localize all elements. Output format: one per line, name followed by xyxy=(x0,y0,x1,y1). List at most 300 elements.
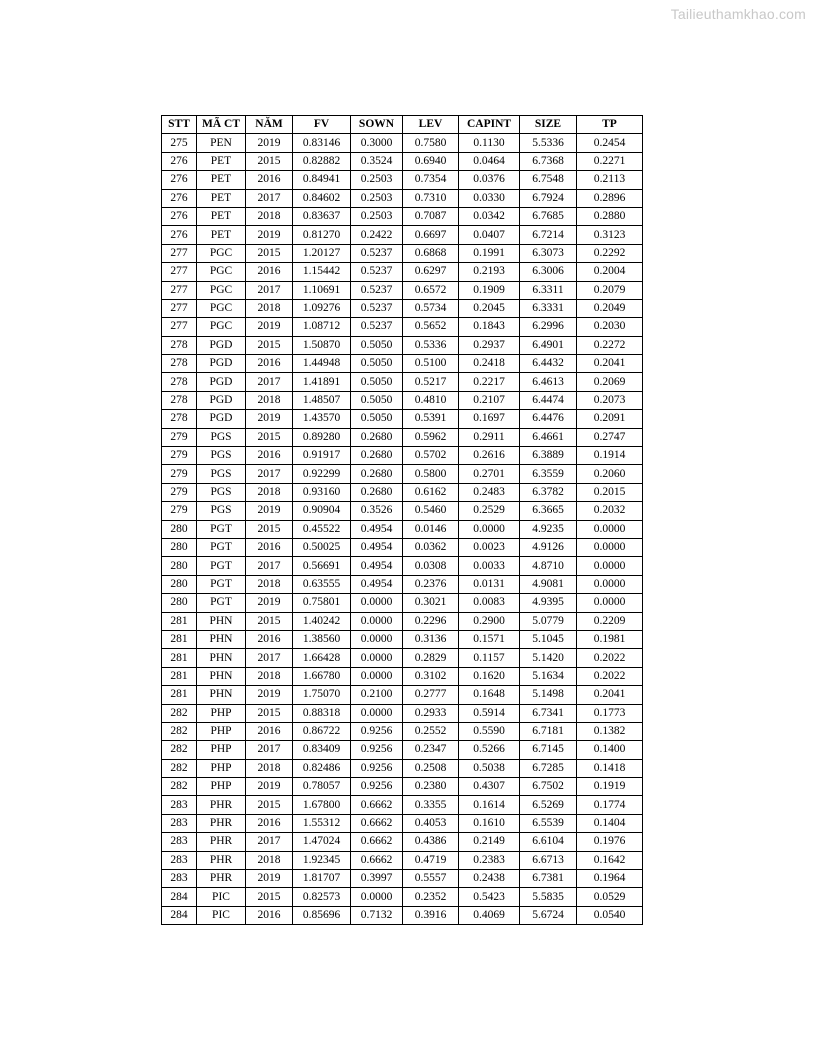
cell-tp: 0.2292 xyxy=(577,244,643,262)
cell-size: 6.3782 xyxy=(520,483,577,501)
cell-lev: 0.5800 xyxy=(403,465,459,483)
cell-lev: 0.0308 xyxy=(403,557,459,575)
cell-capint: 0.1614 xyxy=(459,796,520,814)
cell-nam: 2019 xyxy=(246,502,293,520)
cell-lev: 0.3102 xyxy=(403,667,459,685)
cell-capint: 0.1909 xyxy=(459,281,520,299)
table-row xyxy=(162,226,643,244)
cell-ma-ct: PET xyxy=(197,171,246,189)
cell-ma-ct: PGT xyxy=(197,594,246,612)
cell-fv: 0.50025 xyxy=(293,538,351,556)
cell-nam: 2018 xyxy=(246,207,293,225)
cell-capint: 0.5423 xyxy=(459,888,520,906)
cell-size: 4.8710 xyxy=(520,557,577,575)
cell-capint: 0.2149 xyxy=(459,833,520,851)
cell-ma-ct: PHR xyxy=(197,851,246,869)
column-header-fv: FV xyxy=(293,116,351,134)
cell-sown: 0.2680 xyxy=(351,465,403,483)
cell-size: 6.5539 xyxy=(520,814,577,832)
cell-capint: 0.2045 xyxy=(459,299,520,317)
table-row xyxy=(162,263,643,281)
column-header-sown: SOWN xyxy=(351,116,403,134)
cell-fv: 0.81270 xyxy=(293,226,351,244)
cell-stt: 283 xyxy=(162,851,197,869)
cell-capint: 0.5266 xyxy=(459,741,520,759)
cell-size: 6.4474 xyxy=(520,391,577,409)
table-row xyxy=(162,557,643,575)
table-row xyxy=(162,483,643,501)
cell-stt: 280 xyxy=(162,538,197,556)
cell-tp: 0.2091 xyxy=(577,410,643,428)
cell-ma-ct: PGT xyxy=(197,520,246,538)
cell-size: 6.6104 xyxy=(520,833,577,851)
cell-stt: 276 xyxy=(162,189,197,207)
cell-capint: 0.2383 xyxy=(459,851,520,869)
table-row xyxy=(162,814,643,832)
cell-sown: 0.2100 xyxy=(351,686,403,704)
cell-sown: 0.6662 xyxy=(351,851,403,869)
cell-tp: 0.2060 xyxy=(577,465,643,483)
cell-tp: 0.2022 xyxy=(577,667,643,685)
table-row xyxy=(162,152,643,170)
cell-capint: 0.0033 xyxy=(459,557,520,575)
cell-ma-ct: PHN xyxy=(197,649,246,667)
cell-sown: 0.9256 xyxy=(351,778,403,796)
cell-tp: 0.1914 xyxy=(577,447,643,465)
cell-sown: 0.5237 xyxy=(351,244,403,262)
cell-stt: 283 xyxy=(162,814,197,832)
table-row xyxy=(162,207,643,225)
cell-nam: 2017 xyxy=(246,189,293,207)
table-row xyxy=(162,428,643,446)
cell-capint: 0.1157 xyxy=(459,649,520,667)
cell-tp: 0.1774 xyxy=(577,796,643,814)
cell-capint: 0.2616 xyxy=(459,447,520,465)
cell-fv: 0.93160 xyxy=(293,483,351,501)
column-header-tp: TP xyxy=(577,116,643,134)
table-row xyxy=(162,299,643,317)
cell-capint: 0.2701 xyxy=(459,465,520,483)
cell-fv: 0.45522 xyxy=(293,520,351,538)
cell-lev: 0.4053 xyxy=(403,814,459,832)
cell-stt: 281 xyxy=(162,612,197,630)
cell-tp: 0.3123 xyxy=(577,226,643,244)
cell-sown: 0.2503 xyxy=(351,189,403,207)
cell-fv: 0.75801 xyxy=(293,594,351,612)
cell-sown: 0.5050 xyxy=(351,391,403,409)
cell-stt: 277 xyxy=(162,244,197,262)
cell-tp: 0.1400 xyxy=(577,741,643,759)
cell-sown: 0.9256 xyxy=(351,741,403,759)
cell-lev: 0.7354 xyxy=(403,171,459,189)
cell-capint: 0.1610 xyxy=(459,814,520,832)
cell-fv: 1.44948 xyxy=(293,355,351,373)
cell-nam: 2015 xyxy=(246,888,293,906)
cell-size: 6.5269 xyxy=(520,796,577,814)
cell-lev: 0.5460 xyxy=(403,502,459,520)
cell-size: 6.7548 xyxy=(520,171,577,189)
cell-fv: 0.82573 xyxy=(293,888,351,906)
cell-size: 6.7341 xyxy=(520,704,577,722)
cell-nam: 2018 xyxy=(246,667,293,685)
cell-size: 5.0779 xyxy=(520,612,577,630)
cell-sown: 0.2680 xyxy=(351,483,403,501)
cell-nam: 2015 xyxy=(246,244,293,262)
cell-lev: 0.0146 xyxy=(403,520,459,538)
cell-fv: 0.92299 xyxy=(293,465,351,483)
cell-ma-ct: PGD xyxy=(197,373,246,391)
cell-ma-ct: PGS xyxy=(197,502,246,520)
cell-size: 5.6724 xyxy=(520,906,577,924)
table-row xyxy=(162,355,643,373)
cell-sown: 0.5050 xyxy=(351,373,403,391)
cell-sown: 0.5237 xyxy=(351,318,403,336)
cell-sown: 0.2503 xyxy=(351,171,403,189)
cell-lev: 0.6868 xyxy=(403,244,459,262)
cell-size: 6.3311 xyxy=(520,281,577,299)
data-table xyxy=(161,115,643,925)
cell-ma-ct: PHP xyxy=(197,759,246,777)
table-row xyxy=(162,686,643,704)
cell-stt: 281 xyxy=(162,649,197,667)
cell-ma-ct: PGT xyxy=(197,557,246,575)
cell-nam: 2016 xyxy=(246,447,293,465)
cell-sown: 0.2503 xyxy=(351,207,403,225)
cell-tp: 0.0000 xyxy=(577,538,643,556)
cell-size: 4.9235 xyxy=(520,520,577,538)
cell-capint: 0.1991 xyxy=(459,244,520,262)
watermark-text: Tailieuthamkhao.com xyxy=(670,6,806,22)
table-row xyxy=(162,134,643,152)
cell-lev: 0.3916 xyxy=(403,906,459,924)
cell-tp: 0.2032 xyxy=(577,502,643,520)
cell-capint: 0.2529 xyxy=(459,502,520,520)
cell-tp: 0.2041 xyxy=(577,355,643,373)
cell-capint: 0.2937 xyxy=(459,336,520,354)
table-row xyxy=(162,410,643,428)
cell-nam: 2016 xyxy=(246,263,293,281)
cell-size: 4.9395 xyxy=(520,594,577,612)
table-row xyxy=(162,759,643,777)
cell-capint: 0.5590 xyxy=(459,722,520,740)
cell-sown: 0.5050 xyxy=(351,355,403,373)
cell-ma-ct: PHR xyxy=(197,833,246,851)
cell-size: 6.7381 xyxy=(520,870,577,888)
table-body xyxy=(162,134,643,925)
cell-lev: 0.2508 xyxy=(403,759,459,777)
cell-sown: 0.5050 xyxy=(351,410,403,428)
cell-sown: 0.5237 xyxy=(351,299,403,317)
column-header-size: SIZE xyxy=(520,116,577,134)
cell-fv: 0.78057 xyxy=(293,778,351,796)
cell-fv: 1.38560 xyxy=(293,630,351,648)
cell-sown: 0.6662 xyxy=(351,796,403,814)
cell-nam: 2017 xyxy=(246,741,293,759)
cell-stt: 281 xyxy=(162,630,197,648)
cell-lev: 0.2777 xyxy=(403,686,459,704)
cell-sown: 0.3526 xyxy=(351,502,403,520)
cell-capint: 0.0023 xyxy=(459,538,520,556)
cell-ma-ct: PHP xyxy=(197,741,246,759)
table-row xyxy=(162,502,643,520)
cell-tp: 0.1981 xyxy=(577,630,643,648)
table-row xyxy=(162,704,643,722)
cell-sown: 0.4954 xyxy=(351,520,403,538)
cell-capint: 0.2193 xyxy=(459,263,520,281)
cell-fv: 0.86722 xyxy=(293,722,351,740)
cell-lev: 0.6697 xyxy=(403,226,459,244)
table-row xyxy=(162,649,643,667)
cell-fv: 0.82882 xyxy=(293,152,351,170)
cell-stt: 283 xyxy=(162,870,197,888)
cell-fv: 0.89280 xyxy=(293,428,351,446)
cell-lev: 0.2933 xyxy=(403,704,459,722)
table-row xyxy=(162,520,643,538)
table-row xyxy=(162,630,643,648)
cell-nam: 2017 xyxy=(246,465,293,483)
cell-lev: 0.2296 xyxy=(403,612,459,630)
table-row xyxy=(162,778,643,796)
table-row xyxy=(162,851,643,869)
cell-size: 6.4661 xyxy=(520,428,577,446)
cell-size: 5.1498 xyxy=(520,686,577,704)
cell-nam: 2016 xyxy=(246,814,293,832)
cell-size: 6.7368 xyxy=(520,152,577,170)
cell-capint: 0.0376 xyxy=(459,171,520,189)
cell-fv: 0.83409 xyxy=(293,741,351,759)
cell-stt: 282 xyxy=(162,722,197,740)
cell-nam: 2017 xyxy=(246,833,293,851)
cell-tp: 0.1773 xyxy=(577,704,643,722)
cell-tp: 0.2896 xyxy=(577,189,643,207)
column-header-stt: STT xyxy=(162,116,197,134)
cell-sown: 0.2680 xyxy=(351,428,403,446)
cell-capint: 0.0000 xyxy=(459,520,520,538)
cell-lev: 0.2829 xyxy=(403,649,459,667)
cell-tp: 0.1404 xyxy=(577,814,643,832)
table-row xyxy=(162,575,643,593)
table-row xyxy=(162,391,643,409)
cell-stt: 277 xyxy=(162,299,197,317)
cell-nam: 2017 xyxy=(246,281,293,299)
cell-fv: 0.85696 xyxy=(293,906,351,924)
cell-fv: 1.41891 xyxy=(293,373,351,391)
cell-size: 6.7285 xyxy=(520,759,577,777)
cell-size: 6.7924 xyxy=(520,189,577,207)
header-row xyxy=(162,116,643,134)
cell-fv: 1.40242 xyxy=(293,612,351,630)
cell-nam: 2016 xyxy=(246,355,293,373)
cell-stt: 279 xyxy=(162,447,197,465)
cell-fv: 0.90904 xyxy=(293,502,351,520)
cell-fv: 1.08712 xyxy=(293,318,351,336)
cell-stt: 279 xyxy=(162,465,197,483)
cell-lev: 0.2552 xyxy=(403,722,459,740)
cell-stt: 276 xyxy=(162,226,197,244)
cell-lev: 0.5652 xyxy=(403,318,459,336)
cell-nam: 2015 xyxy=(246,612,293,630)
cell-ma-ct: PET xyxy=(197,152,246,170)
cell-size: 5.1634 xyxy=(520,667,577,685)
cell-lev: 0.0362 xyxy=(403,538,459,556)
cell-stt: 283 xyxy=(162,833,197,851)
cell-ma-ct: PGS xyxy=(197,447,246,465)
table-row xyxy=(162,888,643,906)
cell-nam: 2018 xyxy=(246,391,293,409)
cell-stt: 281 xyxy=(162,686,197,704)
column-header-ma-ct: MÃ CT xyxy=(197,116,246,134)
cell-stt: 276 xyxy=(162,171,197,189)
cell-ma-ct: PHN xyxy=(197,630,246,648)
cell-sown: 0.0000 xyxy=(351,612,403,630)
cell-tp: 0.2041 xyxy=(577,686,643,704)
column-header-capint: CAPINT xyxy=(459,116,520,134)
cell-tp: 0.2079 xyxy=(577,281,643,299)
cell-capint: 0.0407 xyxy=(459,226,520,244)
cell-size: 6.7214 xyxy=(520,226,577,244)
cell-fv: 0.56691 xyxy=(293,557,351,575)
cell-stt: 283 xyxy=(162,796,197,814)
cell-size: 4.9126 xyxy=(520,538,577,556)
cell-size: 6.6713 xyxy=(520,851,577,869)
table-row xyxy=(162,318,643,336)
cell-ma-ct: PHN xyxy=(197,612,246,630)
cell-capint: 0.5914 xyxy=(459,704,520,722)
table-row xyxy=(162,741,643,759)
cell-lev: 0.4719 xyxy=(403,851,459,869)
cell-sown: 0.3524 xyxy=(351,152,403,170)
cell-stt: 278 xyxy=(162,391,197,409)
cell-fv: 1.55312 xyxy=(293,814,351,832)
cell-fv: 0.84602 xyxy=(293,189,351,207)
cell-stt: 279 xyxy=(162,483,197,501)
cell-fv: 0.88318 xyxy=(293,704,351,722)
cell-stt: 278 xyxy=(162,355,197,373)
cell-size: 6.2996 xyxy=(520,318,577,336)
cell-lev: 0.2347 xyxy=(403,741,459,759)
cell-nam: 2016 xyxy=(246,906,293,924)
table-row xyxy=(162,171,643,189)
cell-ma-ct: PGC xyxy=(197,263,246,281)
cell-fv: 0.91917 xyxy=(293,447,351,465)
cell-size: 6.4432 xyxy=(520,355,577,373)
cell-nam: 2019 xyxy=(246,318,293,336)
cell-nam: 2018 xyxy=(246,759,293,777)
cell-tp: 0.2030 xyxy=(577,318,643,336)
cell-ma-ct: PGS xyxy=(197,428,246,446)
cell-sown: 0.0000 xyxy=(351,594,403,612)
cell-nam: 2019 xyxy=(246,410,293,428)
table-row xyxy=(162,281,643,299)
cell-fv: 0.82486 xyxy=(293,759,351,777)
cell-sown: 0.3997 xyxy=(351,870,403,888)
cell-capint: 0.1648 xyxy=(459,686,520,704)
cell-lev: 0.5217 xyxy=(403,373,459,391)
cell-nam: 2016 xyxy=(246,630,293,648)
cell-tp: 0.1642 xyxy=(577,851,643,869)
cell-stt: 280 xyxy=(162,575,197,593)
cell-fv: 1.66780 xyxy=(293,667,351,685)
cell-size: 5.1045 xyxy=(520,630,577,648)
table-row xyxy=(162,447,643,465)
cell-lev: 0.2376 xyxy=(403,575,459,593)
cell-tp: 0.2880 xyxy=(577,207,643,225)
cell-nam: 2019 xyxy=(246,778,293,796)
cell-fv: 1.43570 xyxy=(293,410,351,428)
cell-ma-ct: PET xyxy=(197,226,246,244)
cell-tp: 0.1919 xyxy=(577,778,643,796)
cell-lev: 0.5702 xyxy=(403,447,459,465)
cell-ma-ct: PGC xyxy=(197,244,246,262)
cell-stt: 278 xyxy=(162,336,197,354)
cell-stt: 277 xyxy=(162,281,197,299)
cell-stt: 279 xyxy=(162,428,197,446)
cell-stt: 275 xyxy=(162,134,197,152)
cell-capint: 0.0083 xyxy=(459,594,520,612)
cell-lev: 0.5391 xyxy=(403,410,459,428)
cell-sown: 0.5237 xyxy=(351,281,403,299)
cell-size: 6.3073 xyxy=(520,244,577,262)
cell-ma-ct: PGD xyxy=(197,336,246,354)
cell-size: 6.7145 xyxy=(520,741,577,759)
cell-tp: 0.1964 xyxy=(577,870,643,888)
cell-size: 6.4901 xyxy=(520,336,577,354)
cell-nam: 2019 xyxy=(246,226,293,244)
cell-sown: 0.7132 xyxy=(351,906,403,924)
cell-ma-ct: PHR xyxy=(197,814,246,832)
cell-sown: 0.9256 xyxy=(351,722,403,740)
cell-nam: 2016 xyxy=(246,722,293,740)
cell-ma-ct: PGC xyxy=(197,299,246,317)
cell-ma-ct: PHN xyxy=(197,686,246,704)
cell-size: 6.4613 xyxy=(520,373,577,391)
cell-fv: 0.83146 xyxy=(293,134,351,152)
cell-stt: 280 xyxy=(162,594,197,612)
column-header-nam: NĂM xyxy=(246,116,293,134)
cell-fv: 1.75070 xyxy=(293,686,351,704)
cell-stt: 282 xyxy=(162,778,197,796)
cell-capint: 0.2911 xyxy=(459,428,520,446)
cell-nam: 2018 xyxy=(246,483,293,501)
cell-lev: 0.3355 xyxy=(403,796,459,814)
cell-lev: 0.4810 xyxy=(403,391,459,409)
cell-ma-ct: PGD xyxy=(197,355,246,373)
cell-size: 6.7181 xyxy=(520,722,577,740)
cell-ma-ct: PGC xyxy=(197,318,246,336)
cell-sown: 0.0000 xyxy=(351,704,403,722)
cell-fv: 1.09276 xyxy=(293,299,351,317)
cell-capint: 0.1130 xyxy=(459,134,520,152)
cell-sown: 0.6662 xyxy=(351,833,403,851)
cell-ma-ct: PGT xyxy=(197,538,246,556)
cell-capint: 0.1620 xyxy=(459,667,520,685)
cell-lev: 0.5962 xyxy=(403,428,459,446)
cell-ma-ct: PGD xyxy=(197,410,246,428)
cell-capint: 0.2418 xyxy=(459,355,520,373)
cell-ma-ct: PHN xyxy=(197,667,246,685)
cell-ma-ct: PGT xyxy=(197,575,246,593)
cell-stt: 277 xyxy=(162,263,197,281)
cell-tp: 0.0000 xyxy=(577,520,643,538)
cell-fv: 1.15442 xyxy=(293,263,351,281)
cell-stt: 282 xyxy=(162,741,197,759)
cell-fv: 1.92345 xyxy=(293,851,351,869)
cell-lev: 0.5557 xyxy=(403,870,459,888)
table-row xyxy=(162,373,643,391)
cell-ma-ct: PGC xyxy=(197,281,246,299)
cell-lev: 0.6940 xyxy=(403,152,459,170)
cell-nam: 2015 xyxy=(246,428,293,446)
